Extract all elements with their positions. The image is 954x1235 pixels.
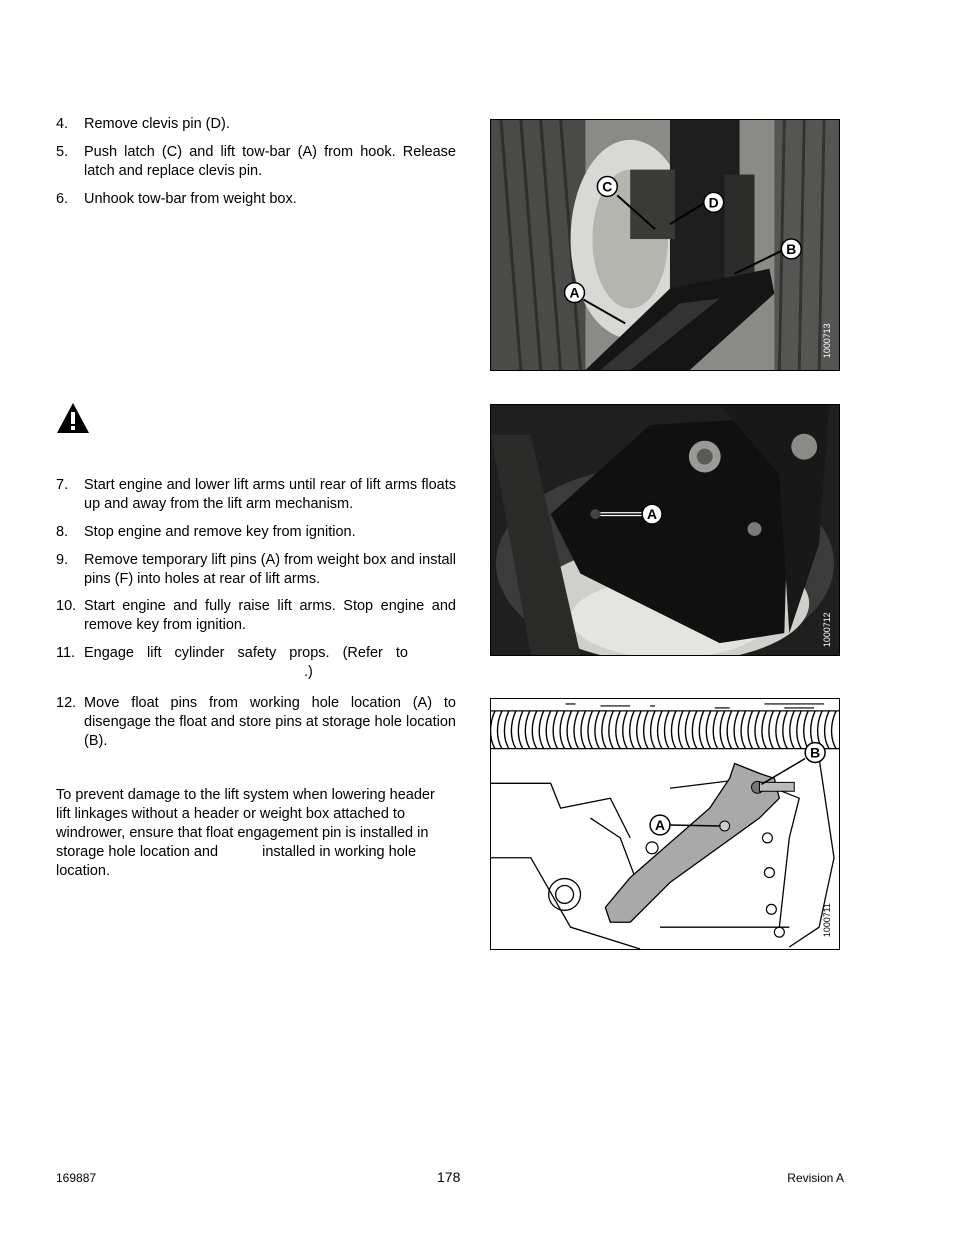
footer-page-number: 178 xyxy=(437,1169,461,1185)
step-text: Unhook tow-bar from weight box. xyxy=(84,191,297,207)
note-text: To prevent damage to the lift system when lowering header lift linkages without a header or weight box attached to windrower, ensure that float engagement pin is installed in storage hole location and xyxy=(56,787,435,860)
callout-label-d: D xyxy=(708,194,719,211)
step-5 xyxy=(56,143,456,181)
note-text-end: installed in working hole location. xyxy=(56,844,417,879)
figure-weightbox-photo xyxy=(490,404,840,656)
step-text: Move float pins from working hole location (A) to disengage the float and store pins at storage hole location (B). xyxy=(84,695,456,749)
callout-label-b: B xyxy=(786,240,797,257)
callout-label-a: A xyxy=(654,816,666,833)
callout-label-c: C xyxy=(602,178,613,195)
step-4 xyxy=(56,115,456,134)
step-number: 4. xyxy=(56,116,69,132)
figure-towbar-photo xyxy=(490,119,840,371)
figure-float-pin-illustration xyxy=(490,698,840,950)
warning-triangle-icon xyxy=(56,402,90,434)
step-number: 5. xyxy=(56,144,69,160)
step-12 xyxy=(56,694,456,751)
footer-revision: Revision A xyxy=(787,1171,844,1185)
step-8 xyxy=(56,523,456,542)
step-text: Remove clevis pin (D). xyxy=(84,116,230,132)
step-number: 9. xyxy=(56,552,69,568)
step-text: Push latch (C) and lift tow-bar (A) from hook. Release latch and replace clevis pin. xyxy=(84,144,456,179)
step-text: Start engine and fully raise lift arms. Stop engine and remove key from ignition. xyxy=(84,598,456,633)
step-number: 8. xyxy=(56,524,69,540)
figure-id: 1000713 xyxy=(822,323,833,359)
figure-id: 1000711 xyxy=(822,903,833,938)
step-10 xyxy=(56,597,456,635)
step-text: Start engine and lower lift arms until rear of lift arms floats up and away from the lift arm mechanism. xyxy=(84,477,456,512)
step-text: Engage lift cylinder safety props. (Refer to xyxy=(84,645,408,661)
callout-label-a: A xyxy=(569,284,580,301)
note-paragraph xyxy=(56,786,451,881)
figure-id: 1000712 xyxy=(822,612,833,648)
step-number: 7. xyxy=(56,477,69,493)
step-9 xyxy=(56,551,456,589)
footer-doc-number: 169887 xyxy=(56,1171,97,1185)
step-number: 6. xyxy=(56,191,69,207)
callout-label-a: A xyxy=(647,506,658,523)
step-text: Stop engine and remove key from ignition. xyxy=(84,524,356,540)
step-text: Remove temporary lift pins (A) from weight box and install pins (F) into holes at rear of lift arms. xyxy=(84,552,456,587)
step-text-end: .) xyxy=(304,664,313,680)
step-number: 10. xyxy=(56,598,77,614)
step-number: 11. xyxy=(56,645,76,661)
step-6 xyxy=(56,190,456,209)
step-11 xyxy=(56,644,456,682)
callout-label-b: B xyxy=(810,744,821,761)
step-7 xyxy=(56,476,456,514)
step-number: 12. xyxy=(56,695,77,711)
